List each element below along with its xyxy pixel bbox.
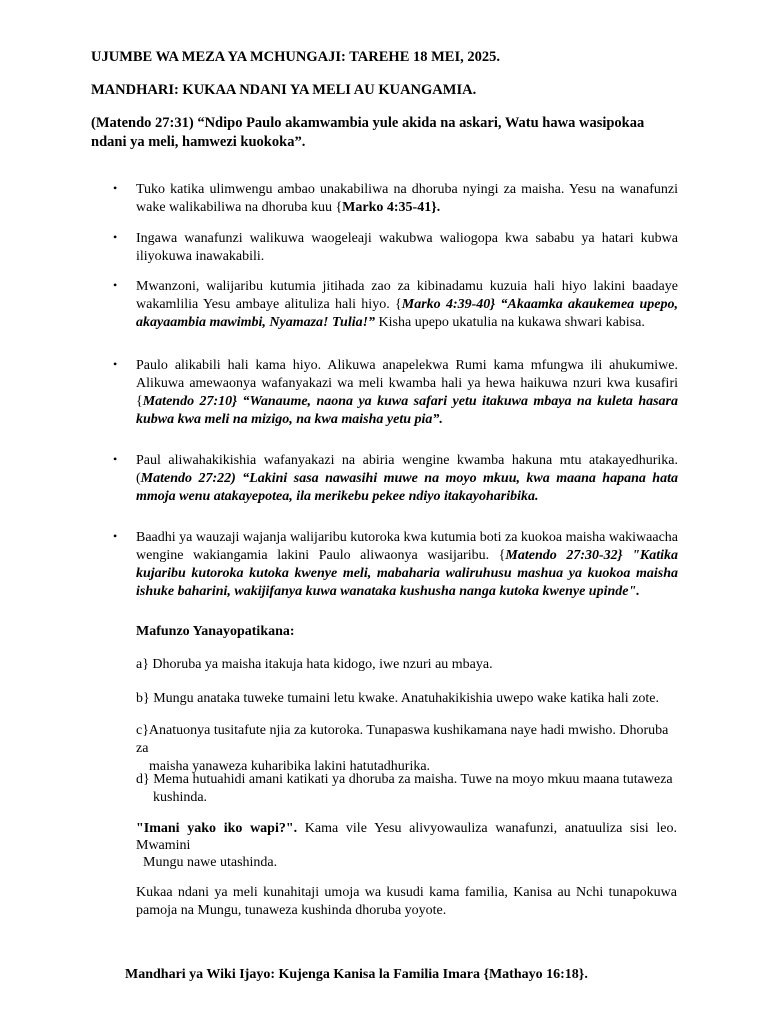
bullet-body: Mwanzoni, walijaribu kutumia jitihada zao za kibinadamu kuzuia hali hiyo lakini baadaye wakamlilia Yesu ambaye alituliza hali hiyo. {	[136, 279, 678, 312]
lesson-d-line-1: d} Mema hutuahidi amani katikati ya dhoruba za maisha. Tuwe na moyo mkuu maana tutaweza	[136, 772, 673, 787]
bullet-icon: •	[113, 452, 118, 466]
scripture-reference: Matendo 27:22)	[140, 471, 236, 486]
bullet-text	[136, 181, 678, 217]
faith-question-text: Kama vile Yesu alivyowauliza wanafunzi, anatuuliza sisi leo. Mwamini	[136, 821, 677, 853]
scripture-quote: “Akaamka akaukemea upepo, akayaambia mawimbi, Nyamaza! Tulia!”	[136, 297, 678, 330]
bullet-text	[136, 452, 678, 506]
bullet-icon: •	[113, 357, 118, 371]
lessons-heading: Mafunzo Yanayopatikana:	[136, 624, 295, 639]
scripture-quote: “Lakini sasa nawasihi muwe na moyo mkuu, kwa maana hapana hata mmoja wenu atakayepotea, ila merikebu pekee ndiyo itakayoharibika.	[136, 471, 678, 504]
bullet-body: Paulo alikabili hali kama hiyo. Alikuwa anapelekwa Rumi kama mfungwa ili ahukumiwe. Alikuwa amewaonya wafanyakazi wa meli kwamba hali ya hewa haikuwa nzuri kwa kusafiri {	[136, 358, 678, 409]
key-verse: (Matendo 27:31) “Ndipo Paulo akamwambia yule akida na askari, Watu hawa wasipokaa ndani ya meli, hamwezi kuokoka”.	[91, 115, 645, 150]
scripture-reference: Marko 4:39-40}	[401, 297, 496, 312]
next-week-theme: Mandhari ya Wiki Ijayo: Kujenga Kanisa la Familia Imara {Mathayo 16:18}.	[125, 967, 588, 982]
lesson-c-line-1: c}Anatuonya tusitafute njia za kutoroka. Tunapaswa kushikamana naye hadi mwisho. Dhoruba za	[136, 723, 669, 756]
scripture-reference: Marko 4:35-41}.	[342, 200, 441, 215]
scripture-reference: Matendo 27:10}	[142, 394, 238, 409]
closing-paragraph: Kukaa ndani ya meli kunahitaji umoja wa kusudi kama familia, Kanisa au Nchi tunapokuwa pamoja na Mungu, tunaweza kushinda dhoruba yoyote.	[136, 885, 677, 918]
document-title: UJUMBE WA MEZA YA MCHUNGAJI: TAREHE 18 MEI, 2025.	[91, 49, 500, 65]
bullet-body: Baadhi ya wauzaji wajanja walijaribu kutoroka kwa kutumia boti za kuokoa maisha wakiwaacha wengine wakiangamia lakini Paulo aliwaonya wasijaribu. {	[136, 530, 678, 563]
scripture-quote: “Wanaume, naona ya kuwa safari yetu itakuwa mbaya na kuleta hasara kubwa kwa meli na mizigo, na kwa maisha yetu pia”.	[136, 394, 679, 427]
bullet-body: Ingawa wanafunzi walikuwa waogeleaji wakubwa waliogopa kwa sababu ya hatari kubwa iliyokuwa inawakabili.	[136, 231, 678, 264]
faith-question	[136, 820, 677, 871]
faith-question-line-2: Mungu nawe utashinda.	[143, 855, 278, 870]
lesson-c-line-2: maisha yanaweza kuharibika lakini hatutadhurika.	[149, 759, 431, 774]
bullet-text	[136, 230, 678, 266]
lesson-c	[136, 722, 681, 776]
bullet-text	[136, 278, 678, 332]
faith-question-bold: "Imani yako iko wapi?".	[136, 821, 298, 836]
bullet-body: Tuko katika ulimwengu ambao unakabiliwa na dhoruba nyingi za maisha. Yesu na wanafunzi wake walikabiliwa na dhoruba kuu {	[136, 182, 678, 215]
bullet-icon: •	[113, 529, 118, 543]
scripture-reference: Matendo 27:30-32}	[505, 548, 623, 563]
bullet-icon: •	[113, 278, 118, 292]
lesson-a: a} Dhoruba ya maisha itakuja hata kidogo, iwe nzuri au mbaya.	[136, 657, 493, 672]
scripture-quote: "Katika kujaribu kutoroka kutoka kwenye meli, mabaharia waliruhusu mashua ya kuokoa maisha ishuke baharini, wakijifanya kuwa wanataka kushusha nanga kutoka kwenye upinde".	[136, 548, 679, 599]
theme-heading: MANDHARI: KUKAA NDANI YA MELI AU KUANGAMIA.	[91, 82, 477, 98]
bullet-body: Paul aliwahakikishia wafanyakazi na abiria wengine kwamba hakuna mtu atakayedhurika. (	[136, 453, 678, 486]
bullet-icon: •	[113, 230, 118, 244]
bullet-icon: •	[113, 181, 118, 195]
bullet-text	[136, 529, 678, 601]
bullet-tail: Kisha upepo ukatulia na kukawa shwari kabisa.	[375, 315, 645, 330]
lesson-d-line-2: kushinda.	[153, 790, 208, 805]
bullet-text	[136, 357, 678, 429]
lesson-d	[136, 771, 681, 807]
lesson-b: b} Mungu anataka tuweke tumaini letu kwake. Anatuhakikishia uwepo wake katika hali zote.	[136, 691, 660, 706]
